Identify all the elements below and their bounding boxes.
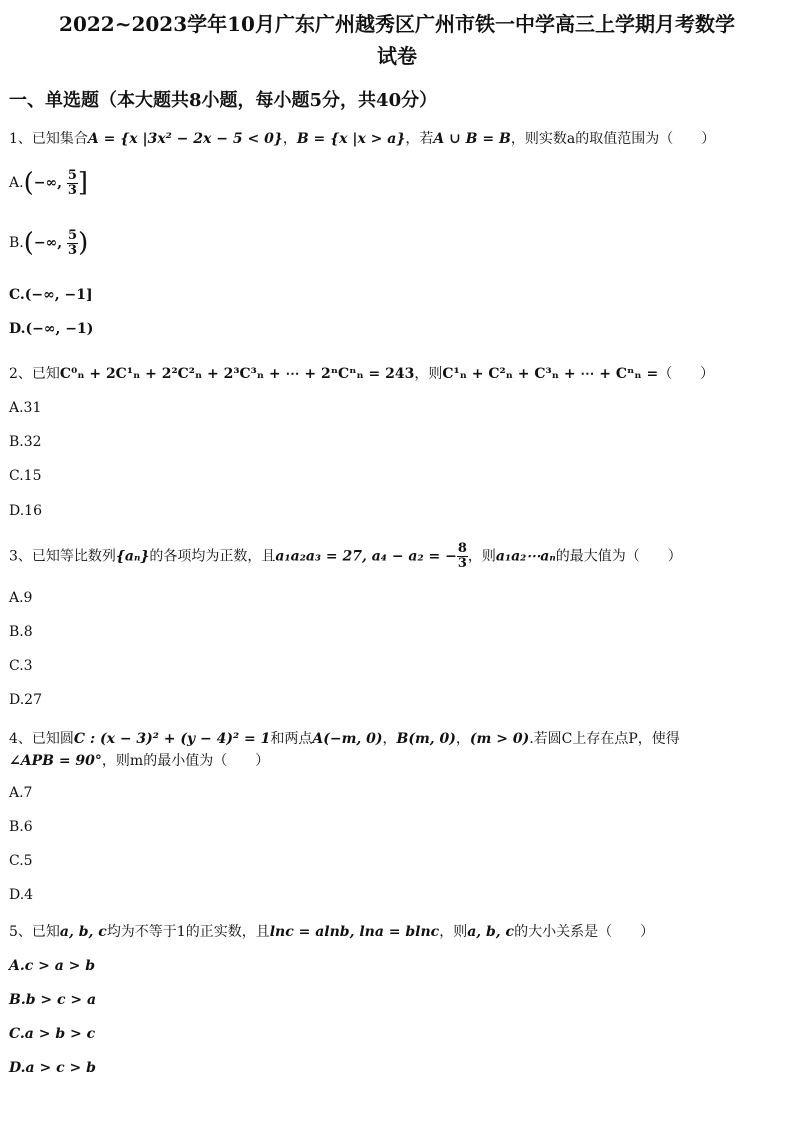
q5-option-b[interactable]: B.b > c > a — [9, 992, 97, 1008]
q1-option-a[interactable]: A.(−∞, $\frac{5}{3}$ ] — [9, 167, 89, 198]
q3-end: 的最大值为（ ） — [555, 548, 682, 565]
question-3 — [9, 542, 682, 571]
q4-circle: C : (x − 3)² + (y − 4)² = 1 — [73, 731, 271, 747]
question-1: 1、已知集合A = {x |3x² − 2x − 5 < 0}，B = {x |x > a}，若A ∪ B = B，则实数a的取值范围为（ ） — [9, 131, 716, 147]
question-4-line-2 — [9, 750, 269, 770]
q1-set-a: A = {x |3x² − 2x − 5 < 0} — [87, 131, 283, 147]
q5-condition: lnc = alnb, lna = blnc — [269, 924, 440, 940]
q2-mid: ，则 — [414, 366, 443, 382]
q1-option-d[interactable]: D.(−∞, −1) — [9, 321, 94, 337]
q4-mid: 和两点 — [270, 731, 313, 747]
q4-option-b[interactable]: B.6 — [9, 819, 33, 835]
q2-expression: C⁰ₙ + 2C¹ₙ + 2²C²ₙ + 2³C³ₙ + ⋯ + 2ⁿCⁿₙ = 243 — [59, 366, 415, 382]
q4-line2-end: ，则m的最小值为（ ） — [101, 753, 270, 769]
q3-option-c[interactable]: C.3 — [9, 658, 33, 674]
q2-option-a[interactable]: A.31 — [9, 400, 42, 416]
question-2 — [9, 363, 714, 383]
question-5 — [9, 921, 654, 941]
q1-mid: ，若 — [405, 131, 434, 147]
q5-end: 的大小关系是（ ） — [514, 924, 655, 940]
q5-vars-2: a, b, c — [467, 924, 515, 940]
q4-point-b: B(m, 0) — [396, 731, 456, 747]
q1-option-b-den: 3 — [68, 242, 78, 258]
q3-prefix: 3、已知等比数列 — [9, 548, 116, 565]
q1-option-a-label: A. — [9, 175, 24, 191]
q3-option-a[interactable]: A.9 — [9, 590, 33, 606]
q4-line1-end: .若圆C上存在点P，使得 — [529, 731, 680, 747]
q5-vars: a, b, c — [59, 924, 107, 940]
q4-prefix: 4、已知圆 — [9, 731, 74, 747]
q4-option-d[interactable]: D.4 — [9, 887, 34, 903]
q1-option-b[interactable]: B.(−∞, $\frac{5}{3}$ ) — [9, 227, 89, 258]
q3-condition: a₁a₂a₃ = 27, a₄ − a₂ = − — [275, 548, 457, 565]
q5-mid2: ，则 — [439, 924, 468, 940]
q3-product: a₁a₂⋯aₙ — [495, 548, 556, 565]
page-title-line2: 试卷 — [377, 44, 417, 68]
q1-option-a-num: 5 — [67, 167, 77, 183]
q2-option-b[interactable]: B.32 — [9, 434, 42, 450]
q3-mid2: ，则 — [467, 548, 496, 565]
question-4-line-1: 4、已知圆C : (x − 3)² + (y − 4)² = 1和两点A(−m, 0)，B(m, 0)，(m > 0).若圆C上存在点P，使得 — [9, 731, 680, 747]
q2-prefix: 2、已知 — [9, 366, 60, 382]
q2-option-c[interactable]: C.15 — [9, 468, 42, 484]
q5-option-d[interactable]: D.a > c > b — [9, 1060, 96, 1076]
q5-option-c[interactable]: C.a > b > c — [9, 1026, 96, 1042]
q1-option-c[interactable]: C.(−∞, −1] — [9, 287, 93, 303]
q3-sequence: {aₙ} — [115, 548, 150, 565]
q3-frac-num: 8 — [457, 541, 467, 556]
q1-prefix: 1、已知集合 — [9, 131, 88, 147]
q4-point-a: A(−m, 0) — [312, 731, 383, 747]
q3-mid: 的各项均为正数，且 — [149, 548, 276, 565]
page-title: 2022~2023学年10月广东广州越秀区广州市铁一中学高三上学期月考数学 — [59, 12, 735, 36]
q2-option-d[interactable]: D.16 — [9, 503, 42, 519]
q3-option-b[interactable]: B.8 — [9, 624, 33, 640]
q1-option-a-den: 3 — [67, 182, 77, 198]
q2-end: （ ） — [658, 366, 715, 382]
q1-condition: A ∪ B = B — [433, 131, 511, 147]
q4-option-c[interactable]: C.5 — [9, 853, 33, 869]
q2-expression-2: C¹ₙ + C²ₙ + C³ₙ + ⋯ + Cⁿₙ = — [442, 366, 659, 382]
q4-angle: ∠APB = 90° — [9, 753, 102, 769]
q5-prefix: 5、已知 — [9, 924, 60, 940]
q5-option-a[interactable]: A.c > a > b — [9, 958, 96, 974]
q1-end: ，则实数a的取值范围为（ ） — [510, 131, 716, 147]
q1-option-b-label: B. — [9, 235, 24, 251]
q1-option-b-num: 5 — [68, 227, 78, 243]
q5-mid: 均为不等于1的正实数，且 — [106, 924, 270, 940]
q4-condition: (m > 0) — [469, 731, 530, 747]
section-heading: 一、单选题（本大题共8小题，每小题5分，共40分） — [9, 90, 438, 111]
q3-frac-den: 3 — [457, 556, 467, 571]
q3-option-d[interactable]: D.27 — [9, 692, 42, 708]
q1-set-b: B = {x |x > a} — [296, 131, 406, 147]
q4-option-a[interactable]: A.7 — [9, 785, 33, 801]
